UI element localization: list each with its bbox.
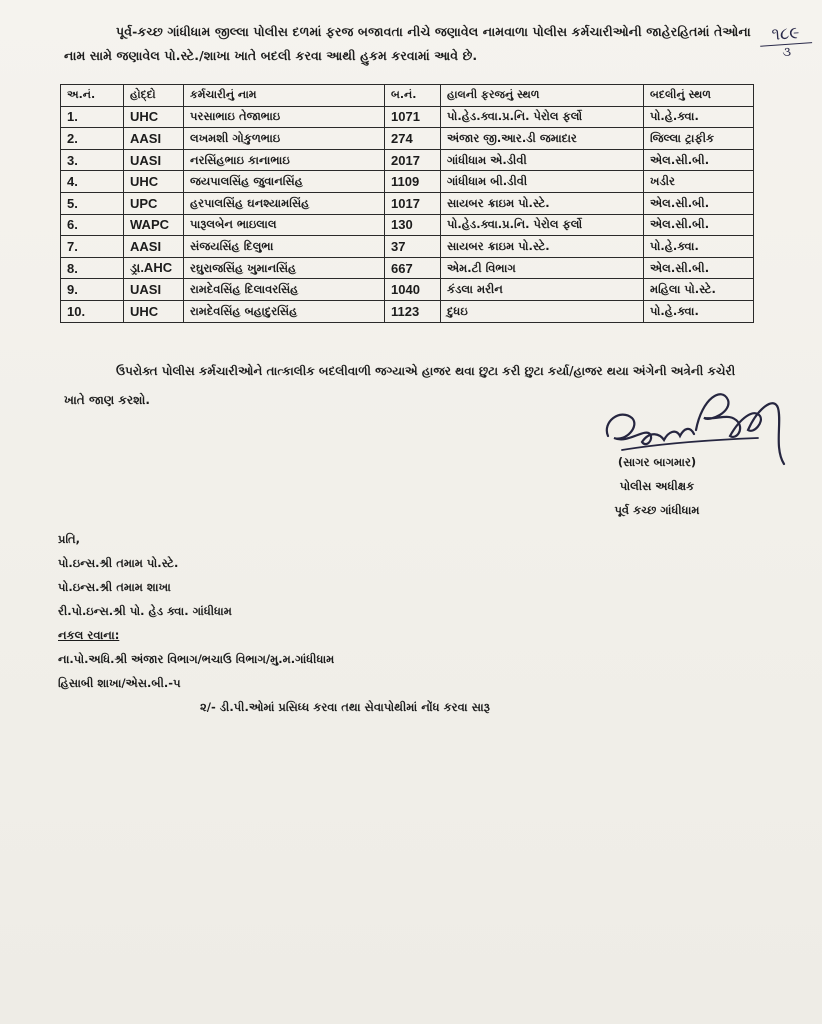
cell-serial: 5. — [61, 192, 124, 214]
cell-current-posting: કંડલા મરીન — [441, 279, 644, 301]
cell-designation: UHC — [124, 300, 184, 322]
table-row — [61, 106, 754, 128]
to-label: પ્રતિ, — [58, 532, 81, 546]
cell-buckle-number: 667 — [385, 257, 441, 279]
cell-name: રઘુરાજસિંહ ખુમાનસિંહ — [184, 257, 385, 279]
page-number-main: ૧૮૯ — [759, 22, 812, 47]
table-row — [61, 171, 754, 193]
recipient-line: પો.ઇન્સ.શ્રી તમામ પો.સ્ટે. — [58, 556, 179, 570]
signatory-name: (સાગર બાગમાર) — [617, 455, 697, 469]
header-designation: હોદ્દો — [124, 85, 184, 107]
cell-transfer-posting: પો.હે.ક્વા. — [644, 300, 754, 322]
table-header-row — [61, 85, 754, 107]
cell-designation: AASI — [124, 128, 184, 150]
cell-serial: 6. — [61, 214, 124, 236]
cell-serial: 7. — [61, 236, 124, 258]
distribution-list — [58, 527, 658, 719]
cell-transfer-posting: જિલ્લા ટ્રાફીક — [644, 128, 754, 150]
table-row — [61, 300, 754, 322]
cell-designation: ડ્રા.AHC — [124, 257, 184, 279]
cell-name: રામદેવસિંહ દિલાવરસિંહ — [184, 279, 385, 301]
cell-transfer-posting: એલ.સી.બી. — [644, 214, 754, 236]
cell-transfer-posting: એલ.સી.બી. — [644, 149, 754, 171]
cell-serial: 3. — [61, 149, 124, 171]
cell-name: રામદેવસિંહ બહાદુરસિંહ — [184, 300, 385, 322]
signatory-designation: પોલીસ અધીક્ષક — [619, 479, 695, 493]
cell-name: પરસાભાઇ તેજાભાઇ — [184, 106, 385, 128]
cell-serial: 4. — [61, 171, 124, 193]
cell-serial: 10. — [61, 300, 124, 322]
header-transfer-posting: બદલીનું સ્થળ — [644, 85, 754, 107]
cell-designation: UHC — [124, 171, 184, 193]
cell-buckle-number: 1071 — [385, 106, 441, 128]
header-serial: અ.નં. — [61, 85, 124, 107]
cell-buckle-number: 1040 — [385, 279, 441, 301]
cell-current-posting: ગાંધીધામ એ.ડીવી — [441, 149, 644, 171]
cell-name: લખમશી ગોકુળભાઇ — [184, 128, 385, 150]
cell-current-posting: સાયબર ક્રાઇમ પો.સ્ટે. — [441, 192, 644, 214]
cell-transfer-posting: પો.હે.ક્વા. — [644, 236, 754, 258]
cell-buckle-number: 2017 — [385, 149, 441, 171]
cell-designation: AASI — [124, 236, 184, 258]
cell-designation: UPC — [124, 192, 184, 214]
cell-designation: UHC — [124, 106, 184, 128]
cell-transfer-posting: મહિલા પો.સ્ટે. — [644, 279, 754, 301]
cell-current-posting: પો.હેડ.ક્વા.પ્ર.નિ. પેરોલ ફર્લો — [441, 214, 644, 236]
recipient-line: રી.પો.ઇન્સ.શ્રી પો. હેડ ક્વા. ગાંધીધામ — [58, 604, 232, 618]
cell-current-posting: અંજાર જી.આર.ડી જમાદાર — [441, 128, 644, 150]
table-row — [61, 149, 754, 171]
cell-buckle-number: 1123 — [385, 300, 441, 322]
cell-current-posting: સાયબર ક્રાઇમ પો.સ્ટે. — [441, 236, 644, 258]
cell-current-posting: પો.હેડ.ક્વા.પ્ર.નિ. પેરોલ ફર્લો — [441, 106, 644, 128]
table-row — [61, 192, 754, 214]
cell-name: જયપાલસિંહ જુવાનસિંહ — [184, 171, 385, 193]
table-row — [61, 214, 754, 236]
transfer-table — [60, 84, 754, 323]
table-row — [61, 236, 754, 258]
cell-buckle-number: 274 — [385, 128, 441, 150]
table-row — [61, 128, 754, 150]
cell-name: હરપાલસિંહ ઘનશ્યામસિંહ — [184, 192, 385, 214]
header-current-posting: હાલની ફરજનું સ્થળ — [441, 85, 644, 107]
cell-name: પારૂલબેન ભાઇલાલ — [184, 214, 385, 236]
header-employee-name: કર્મચારીનું નામ — [184, 85, 385, 107]
cell-buckle-number: 130 — [385, 214, 441, 236]
signatory-office: પૂર્વ કચ્છ ગાંધીધામ — [614, 503, 700, 517]
cell-transfer-posting: એલ.સી.બી. — [644, 192, 754, 214]
cell-designation: UASI — [124, 279, 184, 301]
cell-current-posting: ગાંધીધામ બી.ડીવી — [441, 171, 644, 193]
intro-paragraph: પૂર્વ-કચ્છ ગાંધીધામ જીલ્લા પોલીસ દળમાં ફરજ બજાવતા નીચે જણાવેલ નામવાળા પોલીસ કર્મચારીઓની જાહેરહિતમાં તેઓના નામ સામે જણાવેલ પો.સ્ટે./શાખા ખાતે બદલી કરવા આથી હુકમ કરવામાં આવે છે. — [64, 24, 751, 63]
cell-serial: 8. — [61, 257, 124, 279]
copy-recipient-line: હિસાબી શાખા/એસ.બી.-પ — [58, 676, 181, 690]
cell-current-posting: દુધઇ — [441, 300, 644, 322]
signatory-block — [572, 450, 742, 522]
cell-buckle-number: 37 — [385, 236, 441, 258]
cell-transfer-posting: પો.હે.ક્વા. — [644, 106, 754, 128]
copy-recipient-line: ના.પો.અધિ.શ્રી અંજાર વિભાગ/ભચાઉ વિભાગ/મુ.મ.ગાંધીધામ — [58, 652, 335, 666]
cell-current-posting: એમ.ટી વિભાગ — [441, 257, 644, 279]
cell-transfer-posting: એલ.સી.બી. — [644, 257, 754, 279]
cell-buckle-number: 1109 — [385, 171, 441, 193]
cell-serial: 2. — [61, 128, 124, 150]
header-buckle-number: બ.નં. — [385, 85, 441, 107]
publication-note: ૨/- ડી.પી.ઓમાં પ્રસિધ્ધ કરવા તથા સેવાપોથીમાં નોંધ કરવા સારૂ — [200, 700, 490, 714]
table-row — [61, 279, 754, 301]
order-paragraph: ઉપરોક્ત પોલીસ કર્મચારીઓને તાત્કાલીક બદલીવાળી જગ્યાએ હાજર થવા છુટા કરી છુટા કર્યા/હાજર થયા અંગેની અત્રેની કચેરી ખાતે જાણ કરશો. — [64, 364, 736, 407]
cell-name: નરસિંહભાઇ કાનાભાઇ — [184, 149, 385, 171]
handwritten-page-number — [759, 22, 813, 62]
cell-buckle-number: 1017 — [385, 192, 441, 214]
recipient-line: પો.ઇન્સ.શ્રી તમામ શાખા — [58, 580, 171, 594]
cell-designation: WAPC — [124, 214, 184, 236]
cell-serial: 9. — [61, 279, 124, 301]
page-number-sub: ૩ — [781, 44, 792, 61]
copy-to-label: નકલ રવાના: — [58, 628, 120, 642]
table-row — [61, 257, 754, 279]
cell-serial: 1. — [61, 106, 124, 128]
cell-designation: UASI — [124, 149, 184, 171]
cell-name: સંજયસિંહ દિલુભા — [184, 236, 385, 258]
cell-transfer-posting: ખડીર — [644, 171, 754, 193]
